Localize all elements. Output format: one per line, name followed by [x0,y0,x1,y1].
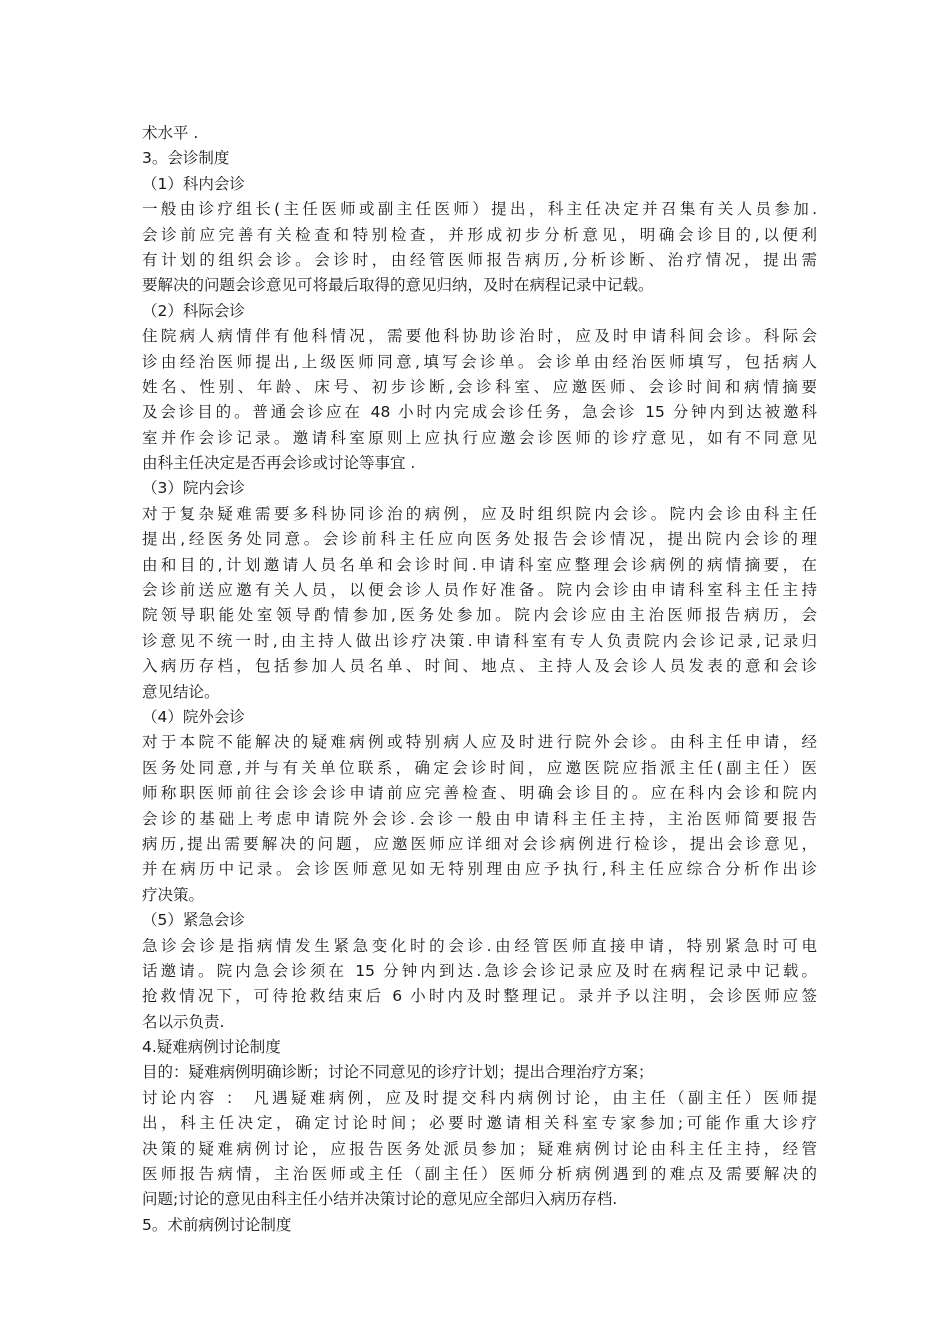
text-line: 由和目的,计划邀请人员名单和会诊时间.申请科室应整理会诊病例的病情摘要，在 [142,555,817,574]
text-line: 室并作会诊记录。邀请科室原则上应执行应邀会诊医师的诊疗意见，如有不同意见 [142,428,817,447]
text-line: 要解决的问题会诊意见可将最后取得的意见归纳，及时在病程记录中记载。 [142,276,654,295]
text-line: 病历,提出需要解决的问题，应邀医师应详细对会诊病例进行检诊，提出会诊意见， [142,834,817,853]
section-heading: （2）科际会诊 [142,301,245,320]
text-line: 一般由诊疗组长(主任医师或副主任医师）提出，科主任决定并召集有关人员参加. [142,200,817,219]
text-line: 问题;讨论的意见由科主任小结并决策讨论的意见应全部归入病历存档. [142,1190,618,1209]
section-heading: （3）院内会诊 [142,479,245,498]
text-line: 诊意见不统一时,由主持人做出诊疗决策.申请科室有专人负责院内会诊记录,记录归 [142,631,817,650]
text-line: 诊由经治医师提出,上级医师同意,填写会诊单。会诊单由经治医师填写，包括病人 [142,352,817,371]
section-heading: 5。术前病例讨论制度 [142,1215,292,1234]
text-line: 目的：疑难病例明确诊断；讨论不同意见的诊疗计划；提出合理治疗方案； [142,1063,654,1082]
text-line: 讨论内容 ： 凡遇疑难病例，应及时提交科内病例讨论，由主任（副主任）医师提 [142,1088,817,1107]
text-line: 院领导职能处室领导酌情参加,医务处参加。院内会诊应由主治医师报告病历，会 [142,606,817,625]
text-line: 名以示负责. [142,1012,225,1031]
text-line: 出，科主任决定，确定讨论时间；必要时邀请相关科室专家参加;可能作重大诊疗 [142,1114,817,1133]
text-line: 及会诊目的。普通会诊应在 48 小时内完成会诊任务，急会诊 15 分钟内到达被邀科 [142,403,817,422]
text-line: 术水平 . [142,124,199,142]
text-line: 由科主任决定是否再会诊或讨论等事宜 . [142,454,416,473]
text-line: 并在病历中记录。会诊医师意见如无特别理由应予执行,科主任应综合分析作出诊 [142,860,817,879]
text-line: 疗决策。 [142,885,205,904]
section-heading: 3。会诊制度 [142,149,230,168]
text-line: 会诊的基础上考虑申请院外会诊.会诊一般由申请科主任主持，主治医师简要报告 [142,809,817,828]
text-line: 会诊前送应邀有关人员，以便会诊人员作好准备。院内会诊由申请科室科主任主持 [142,581,817,600]
text-line: 会诊前应完善有关检查和特别检查，并形成初步分析意见，明确会诊目的,以便利 [142,225,817,244]
document-page [142,121,817,1238]
section-heading: （1）科内会诊 [142,174,245,193]
text-line: 提出,经医务处同意。会诊前科主任应向医务处报告会诊情况，提出院内会诊的理 [142,530,817,549]
text-line: 意见结论。 [142,682,220,701]
text-line: 入病历存档，包括参加人员名单、时间、地点、主持人及会诊人员发表的意和会诊 [142,657,817,676]
text-line: 师称职医师前往会诊会诊申请前应完善检查、明确会诊目的。应在科内会诊和院内 [142,784,817,803]
text-line: 急诊会诊是指病情发生紧急变化时的会诊.由经管医师直接申请，特别紧急时可电 [142,936,817,955]
text-line: 对于本院不能解决的疑难病例或特别病人应及时进行院外会诊。由科主任申请，经 [142,733,817,752]
text-line: 决策的疑难病例讨论，应报告医务处派员参加；疑难病例讨论由科主任主持，经管 [142,1139,817,1158]
section-heading: （5）紧急会诊 [142,911,245,930]
text-line: 对于复杂疑难需要多科协同诊治的病例，应及时组织院内会诊。院内会诊由科主任 [142,504,817,523]
text-line: 住院病人病情伴有他科情况，需要他科协助诊治时，应及时申请科间会诊。科际会 [142,327,817,346]
text-line: 有计划的组织会诊。会诊时，由经管医师报告病历,分析诊断、治疗情况，提出需 [142,250,817,269]
section-heading: （4）院外会诊 [142,707,245,726]
text-line: 医师报告病情，主治医师或主任（副主任）医师分析病例遇到的难点及需要解决的 [142,1165,817,1184]
text-line: 姓名、性别、年龄、床号、初步诊断,会诊科室、应邀医师、会诊时间和病情摘要 [142,377,817,396]
text-line: 抢救情况下，可待抢救结束后 6 小时内及时整理记。录并予以注明，会诊医师应签 [142,987,817,1006]
text-line: 话邀请。院内急会诊须在 15 分钟内到达.急诊会诊记录应及时在病程记录中记载。 [142,961,817,980]
text-line: 医务处同意,并与有关单位联系，确定会诊时间，应邀医院应指派主任(副主任）医 [142,758,817,777]
section-heading: 4.疑难病例讨论制度 [142,1038,281,1057]
